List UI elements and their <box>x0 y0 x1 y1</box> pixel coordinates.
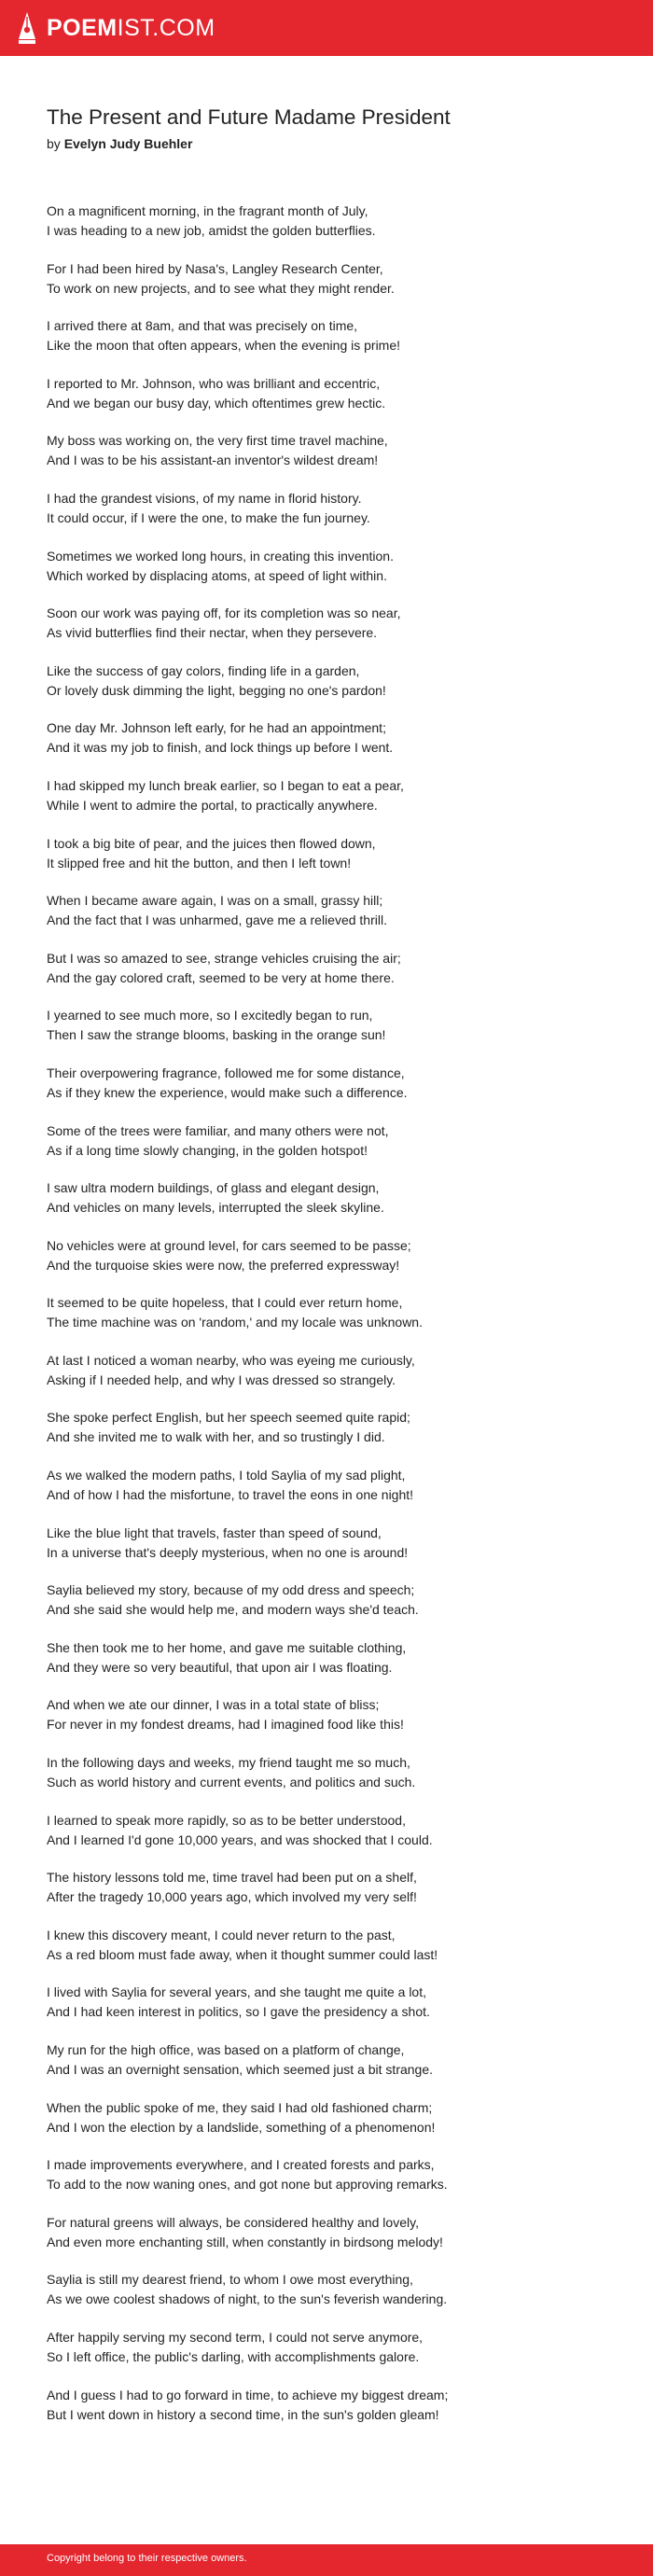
poem-line: And the fact that I was unharmed, gave me a relieved thrill. <box>47 912 387 928</box>
poem-line: My boss was working on, the very first time travel machine, <box>47 433 388 449</box>
poem-line: I took a big bite of pear, and the juices then flowed down, <box>47 835 376 851</box>
poem-line: At last I noticed a woman nearby, who was eyeing me curiously, <box>47 1352 415 1368</box>
poem-line: I reported to Mr. Johnson, who was brilliant and eccentric, <box>47 375 381 391</box>
stanza <box>47 1983 616 2022</box>
poem-line: After the tragedy 10,000 years ago, which involved my very self! <box>47 1889 417 1905</box>
poem-line: The history lessons told me, time travel had been put on a shelf, <box>47 1870 417 1886</box>
poem-line: And I won the election by a landslide, something of a phenomenon! <box>47 2119 436 2135</box>
poem-line: But I was so amazed to see, strange vehicles cruising the air; <box>47 950 401 966</box>
poem-body <box>47 202 616 2425</box>
poem-line: She spoke perfect English, but her speech seemed quite rapid; <box>47 1410 410 1426</box>
poem-line: Soon our work was paying off, for its completion was so near, <box>47 606 401 621</box>
poem-line: And we began our busy day, which oftentimes grew hectic. <box>47 395 386 411</box>
stanza <box>47 1580 616 1620</box>
stanza <box>47 489 616 528</box>
stanza <box>47 374 616 413</box>
poem-content <box>47 103 616 2443</box>
poem-line: Like the blue light that travels, faster than speed of sound, <box>47 1525 382 1540</box>
poem-line: But I went down in history a second time, in the sun's golden gleam! <box>47 2406 439 2422</box>
stanza <box>47 2213 616 2252</box>
poem-line: To add to the now waning ones, and got none but approving remarks. <box>47 2177 448 2193</box>
poem-line: And the turquoise skies were now, the preferred expressway! <box>47 1257 400 1273</box>
poem-line: I arrived there at 8am, and that was precisely on time, <box>47 318 358 334</box>
stanza <box>47 891 616 930</box>
poem-line: For I had been hired by Nasa's, Langley Research Center, <box>47 260 383 276</box>
poem-line: And I had keen interest in politics, so I gave the presidency a shot. <box>47 2004 430 2020</box>
author-name[interactable]: Evelyn Judy Buehler <box>63 136 193 151</box>
stanza <box>47 547 616 586</box>
poem-line: My run for the high office, was based on a platform of change, <box>47 2042 405 2057</box>
poem-line: And vehicles on many levels, interrupted the sleek skyline. <box>47 1200 384 1216</box>
poem-line: For never in my fondest dreams, had I imagined food like this! <box>47 1717 404 1733</box>
poem-title: The Present and Future Madame President <box>47 105 451 129</box>
poem-line: For natural greens will always, be considered healthy and lovely, <box>47 2214 419 2230</box>
poem-line: And when we ate our dinner, I was in a total state of bliss; <box>47 1697 380 1713</box>
poem-line: After happily serving my second term, I could not serve anymore, <box>47 2329 424 2345</box>
stanza <box>47 202 616 241</box>
poem-line: And she invited me to walk with her, and so trustingly I did. <box>47 1429 385 1445</box>
stanza <box>47 2328 616 2367</box>
stanza <box>47 949 616 988</box>
poem-line: Such as world history and current events, and politics and such. <box>47 1775 416 1790</box>
poem-line: While I went to admire the portal, to practically anywhere. <box>47 797 378 813</box>
poem-line: Sometimes we worked long hours, in creating this invention. <box>47 548 394 564</box>
stanza <box>47 1351 616 1390</box>
poem-line: I was heading to a new job, amidst the golden butterflies. <box>47 223 376 238</box>
stanza <box>47 1236 616 1275</box>
poem-line: I knew this discovery meant, I could never return to the past, <box>47 1927 396 1942</box>
stanza <box>47 1293 616 1332</box>
poem-line: And it was my job to finish, and lock things up before I went. <box>47 740 394 756</box>
stanza <box>47 259 616 299</box>
poem-line: To work on new projects, and to see what they might render. <box>47 280 395 296</box>
poem-line: And the gay colored craft, seemed to be very at home there. <box>47 969 395 985</box>
stanza <box>47 1466 616 1505</box>
stanza <box>47 1121 616 1161</box>
logo-wordmark <box>47 11 215 45</box>
poem-line: In a universe that's deeply mysterious, when no one is around! <box>47 1544 409 1560</box>
poem-line: It slipped free and hit the button, and then I left town! <box>47 855 352 870</box>
poem-line: As if a long time slowly changing, in the golden hotspot! <box>47 1142 368 1158</box>
logo-rest: IST.COM <box>117 15 215 41</box>
poem-line: And I learned I'd gone 10,000 years, and was shocked that I could. <box>47 1831 433 1847</box>
poem-line: As if they knew the experience, would make such a difference. <box>47 1084 408 1100</box>
poem-line: I learned to speak more rapidly, so as to be better understood, <box>47 1812 406 1828</box>
stanza <box>47 1064 616 1103</box>
poem-line: Their overpowering fragrance, followed me for some distance, <box>47 1065 405 1080</box>
stanza <box>47 718 616 758</box>
poem-line: As a red bloom must fade away, when it thought summer could last! <box>47 1946 438 1962</box>
by-label: by <box>47 136 61 151</box>
poem-line: And I was an overnight sensation, which seemed just a bit strange. <box>47 2062 434 2077</box>
poem-line: Saylia is still my dearest friend, to whom I owe most everything, <box>47 2272 413 2288</box>
stanza <box>47 1524 616 1563</box>
pen-nib-icon <box>17 11 37 45</box>
poem-line: I made improvements everywhere, and I created forests and parks, <box>47 2157 435 2173</box>
poem-line: Or lovely dusk dimming the light, begging no one's pardon! <box>47 682 386 698</box>
poem-line: As we walked the modern paths, I told Saylia of my sad plight, <box>47 1468 406 1483</box>
stanza <box>47 1926 616 1965</box>
poem-line: I saw ultra modern buildings, of glass and elegant design, <box>47 1180 380 1196</box>
poem-line: Like the moon that often appears, when the evening is prime! <box>47 338 401 354</box>
poem-line: Saylia believed my story, because of my odd dress and speech; <box>47 1582 415 1598</box>
stanza <box>47 2270 616 2309</box>
poem-line: As vivid butterflies find their nectar, when they persevere. <box>47 625 378 641</box>
poem-line: Then I saw the strange blooms, basking in the orange sun! <box>47 1027 386 1043</box>
poem-line: In the following days and weeks, my friend taught me so much, <box>47 1755 410 1771</box>
poem-line: I had skipped my lunch break earlier, so I began to eat a pear, <box>47 777 404 793</box>
stanza <box>47 2155 616 2194</box>
header-bar <box>0 0 653 56</box>
stanza <box>47 316 616 355</box>
stanza <box>47 1006 616 1045</box>
stanza <box>47 776 616 815</box>
poem-line: And they were so very beautiful, that upon air I was floating. <box>47 1659 393 1675</box>
poem-line: It could occur, if I were the one, to make the fun journey. <box>47 509 370 525</box>
stanza <box>47 1753 616 1792</box>
stanza <box>47 431 616 470</box>
stanza <box>47 2040 616 2080</box>
poem-line: One day Mr. Johnson left early, for he had an appointment; <box>47 720 386 736</box>
stanza <box>47 604 616 643</box>
poem-line: On a magnificent morning, in the fragrant month of July, <box>47 203 368 218</box>
site-logo[interactable] <box>17 11 215 45</box>
poem-line: And I guess I had to go forward in time, to achieve my biggest dream; <box>47 2387 449 2402</box>
poem-line: And I was to be his assistant-an inventor's wildest dream! <box>47 453 379 468</box>
poem-line: When I became aware again, I was on a small, grassy hill; <box>47 893 383 909</box>
poem-line: When the public spoke of me, they said I had old fashioned charm; <box>47 2099 433 2115</box>
poem-line: Like the success of gay colors, finding life in a garden, <box>47 662 360 678</box>
logo-bold: POEM <box>47 15 118 41</box>
stanza <box>47 1868 616 1907</box>
footer-bar <box>0 2544 653 2576</box>
stanza <box>47 1695 616 1734</box>
stanza <box>47 1178 616 1218</box>
poem-line: No vehicles were at ground level, for cars seemed to be passe; <box>47 1237 411 1253</box>
poem-line: As we owe coolest shadows of night, to the sun's feverish wandering. <box>47 2291 448 2307</box>
stanza <box>47 1408 616 1447</box>
poem-line: Which worked by displacing atoms, at speed of light within. <box>47 567 387 583</box>
stanza <box>47 2098 616 2137</box>
poem-line: And of how I had the misfortune, to travel the eons in one night! <box>47 1487 414 1503</box>
copyright-notice: Copyright belong to their respective owners. <box>47 2553 247 2564</box>
poem-line: It seemed to be quite hopeless, that I could ever return home, <box>47 1295 403 1311</box>
poem-line: Some of the trees were familiar, and many others were not, <box>47 1122 389 1138</box>
poem-line: I lived with Saylia for several years, and she taught me quite a lot, <box>47 1984 426 2000</box>
poem-line: So I left office, the public's darling, with accomplishments galore. <box>47 2348 420 2364</box>
stanza <box>47 1638 616 1678</box>
poem-line: And she said she would help me, and modern ways she'd teach. <box>47 1602 419 1618</box>
stanza <box>47 2386 616 2425</box>
poem-line: Asking if I needed help, and why I was dressed so strangely. <box>47 1372 396 1387</box>
byline <box>47 134 616 153</box>
poem-line: I yearned to see much more, so I excitedly began to run, <box>47 1008 373 1023</box>
stanza <box>47 661 616 701</box>
poem-line: She then took me to her home, and gave me suitable clothing, <box>47 1639 407 1655</box>
poem-line: And even more enchanting still, when constantly in birdsong melody! <box>47 2234 443 2249</box>
stanza <box>47 834 616 873</box>
poem-line: I had the grandest visions, of my name in florid history. <box>47 490 362 506</box>
poem-line: The time machine was on 'random,' and my locale was unknown. <box>47 1315 423 1330</box>
stanza <box>47 1811 616 1850</box>
